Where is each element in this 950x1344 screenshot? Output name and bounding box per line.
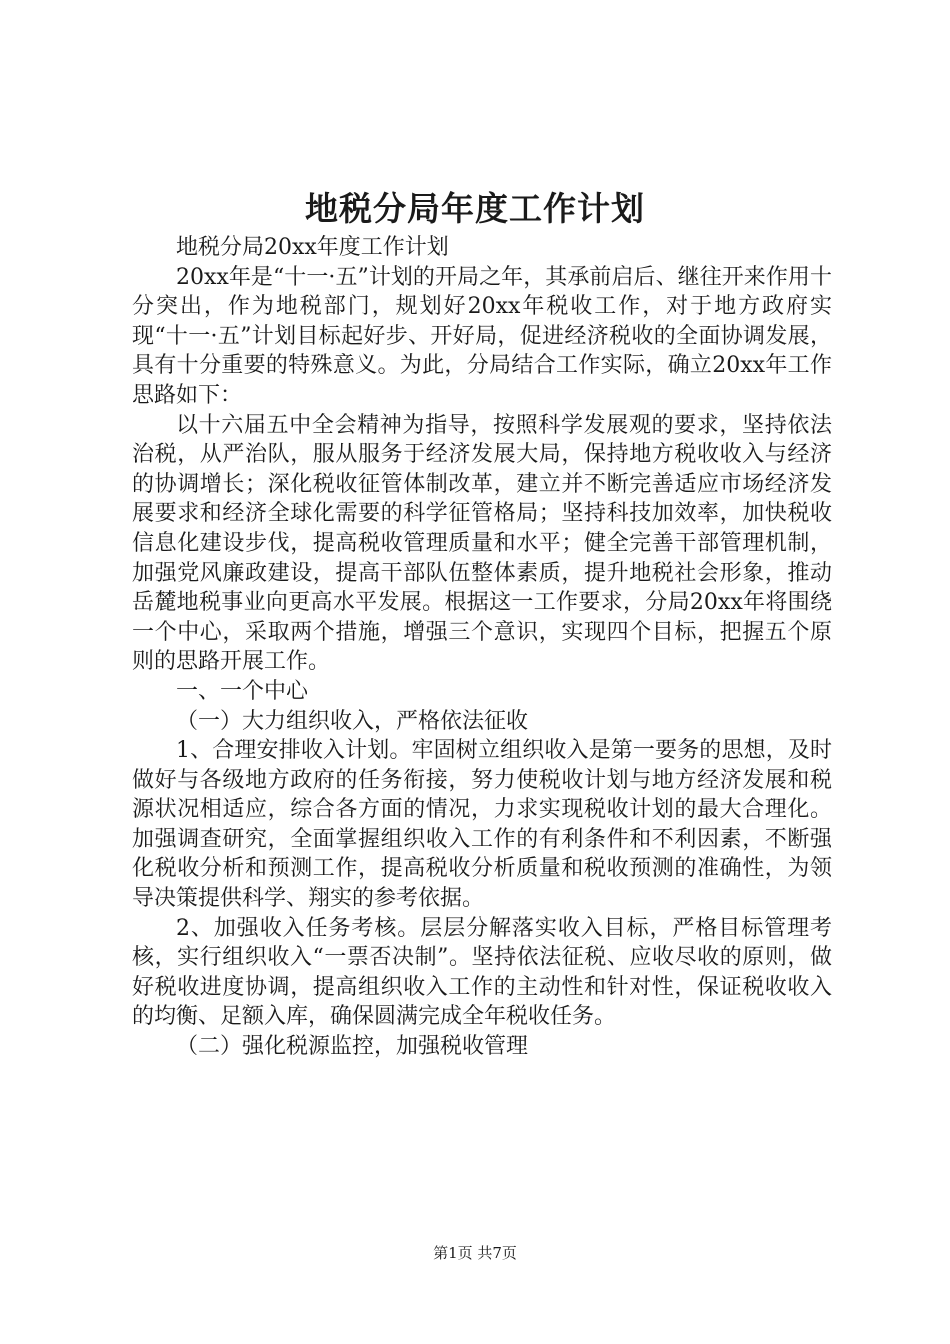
paragraph-item-2: 2、加强收入任务考核。层层分解落实收入目标，严格目标管理考核，实行组织收入“一票否决制”。坚持依法征税、应收尽收的原则，做好税收进度协调，提高组织收入工作的主动性和针对性，保证税收收入的均衡、足额入库，确保圆满完成全年税收任务。 [132,915,832,1030]
paragraph-guideline: 以十六届五中全会精神为指导，按照科学发展观的要求，坚持依法治税，从严治队，服从服务于经济发展大局，保持地方税收收入与经济的协调增长；深化税收征管体制改革，建立并不断完善适应市场经济发展要求和经济全球化需要的科学征管格局；坚持科技加效率，加快税收信息化建设步伐，提高税收管理质量和水平；健全完善干部管理机制，加强党风廉政建设，提高干部队伍整体素质，提升地税社会形象，推动岳麓地税事业向更高水平发展。根据这一工作要求，分局20xx年将围绕一个中心，采取两个措施，增强三个意识，实现四个目标，把握五个原则的思路开展工作。 [132,412,832,675]
paragraph-intro: 20xx年是“十一·五”计划的开局之年，其承前启后、继往开来作用十分突出，作为地税部门，规划好20xx年税收工作，对于地方政府实现“十一·五”计划目标起好步、开好局，促进经济税收的全面协调发展，具有十分重要的特殊意义。为此，分局结合工作实际，确立20xx年工作思路如下： [132,264,832,408]
paragraph-subtitle: 地税分局20xx年度工作计划 [176,235,449,260]
page-number: 第1页 共7页 [433,1244,517,1262]
subsection-heading-2: （二）强化税源监控，加强税收管理 [176,1034,529,1060]
paragraph-item-1: 1、合理安排收入计划。牢固树立组织收入是第一要务的思想，及时做好与各级地方政府的任务衔接，努力使税收计划与地方经济发展和税源状况相适应，综合各方面的情况，力求实现税收计划的最大合理化。加强调查研究，全面掌握组织收入工作的有利条件和不利因素，不断强化税收分析和预测工作，提高税收分析质量和税收预测的准确性，为领导决策提供科学、翔实的参考依据。 [132,738,832,912]
subsection-heading-1: （一）大力组织收入，严格依法征收 [176,708,529,734]
section-heading-1: 一、一个中心 [176,678,309,704]
document-body [132,233,832,1062]
document-title: 地税分局年度工作计划 [305,189,645,228]
